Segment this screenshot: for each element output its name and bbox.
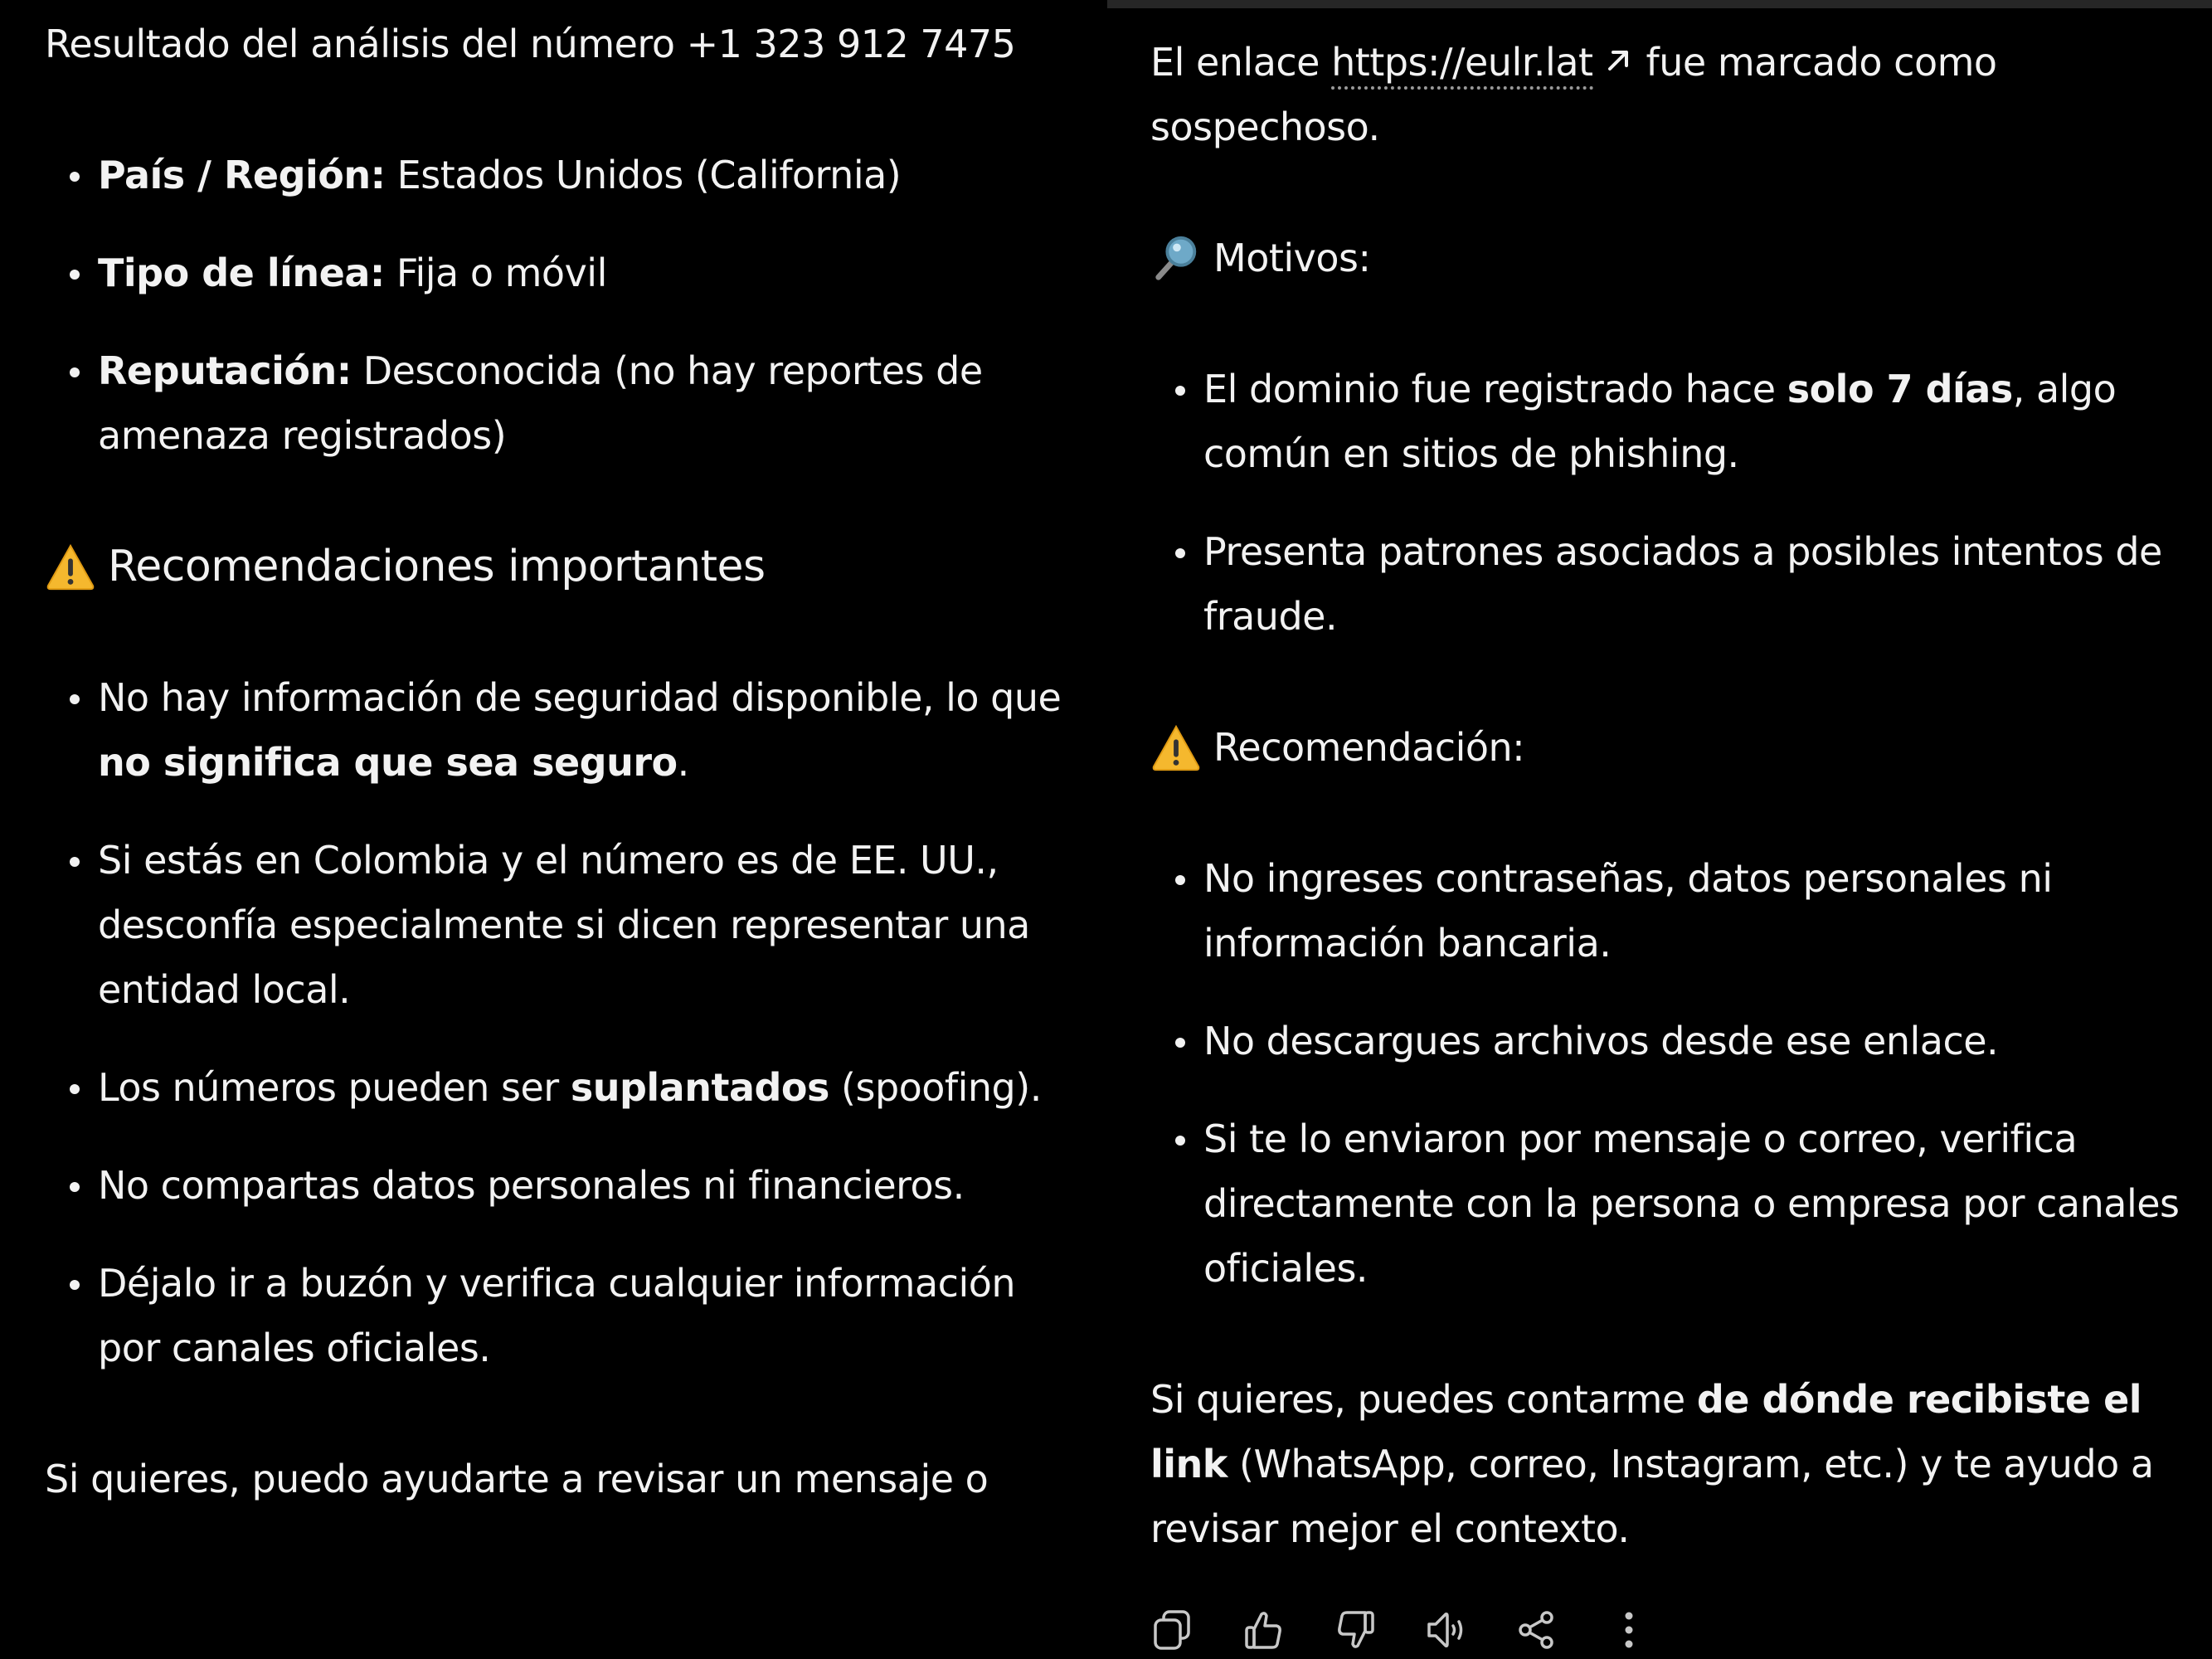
info-label: Tipo de línea: bbox=[98, 251, 385, 295]
list-item bbox=[1150, 1009, 2195, 1073]
closing-pre: Si quieres, puedes contarme bbox=[1150, 1377, 1697, 1422]
right-chat-panel bbox=[1107, 0, 2212, 1659]
top-bar bbox=[1107, 0, 2212, 8]
speaker-icon bbox=[1424, 1608, 1469, 1652]
bullet bbox=[1175, 548, 1185, 558]
recommendations-list bbox=[45, 665, 1082, 1380]
bullet bbox=[1175, 386, 1185, 396]
list-item bbox=[45, 143, 1082, 207]
warning-icon bbox=[1150, 722, 1202, 773]
number-info-list bbox=[45, 143, 1082, 468]
message-actions-bar bbox=[1150, 1605, 1698, 1655]
item-text: No ingreses contraseñas, datos personales ni información bancaria. bbox=[1203, 856, 2053, 966]
item-text: Déjalo ir a buzón y verifica cualquier información por canales oficiales. bbox=[98, 1261, 1016, 1370]
bullet bbox=[70, 1280, 80, 1290]
bullet bbox=[1175, 1038, 1185, 1048]
read-aloud-button[interactable] bbox=[1424, 1605, 1515, 1655]
item-text: (spoofing). bbox=[829, 1065, 1042, 1110]
list-item bbox=[45, 1153, 1082, 1218]
recommendation-list bbox=[1150, 846, 2195, 1301]
item-text: El dominio fue registrado hace bbox=[1203, 367, 1787, 411]
closing-text bbox=[1150, 1367, 2195, 1561]
more-vertical-icon bbox=[1607, 1608, 1651, 1652]
info-label: Reputación: bbox=[98, 348, 352, 393]
list-item bbox=[45, 828, 1082, 1022]
list-item bbox=[45, 665, 1082, 795]
bullet bbox=[70, 172, 80, 182]
bullet bbox=[1175, 1136, 1185, 1146]
closing-post: (WhatsApp, correo, Instagram, etc.) y te ayudo a revisar mejor el contexto. bbox=[1150, 1442, 2154, 1551]
reasons-heading bbox=[1150, 226, 2195, 290]
item-text: Si estás en Colombia y el número es de EE. UU., desconfía especialmente si dicen representar una entidad local. bbox=[98, 838, 1030, 1012]
list-item bbox=[1150, 519, 2195, 649]
warning-icon bbox=[45, 541, 96, 592]
item-bold: suplantados bbox=[570, 1065, 829, 1110]
link-verdict bbox=[1150, 30, 2195, 159]
bullet bbox=[70, 857, 80, 867]
suspicious-link[interactable]: https://eulr.lat bbox=[1331, 40, 1592, 90]
analysis-title: Resultado del análisis del número +1 323 912 7475 bbox=[45, 22, 1016, 66]
reasons-list bbox=[1150, 357, 2195, 649]
recommendation-heading bbox=[1150, 715, 2195, 780]
info-value: Desconocida (no hay reportes de amenaza registrados) bbox=[98, 348, 983, 458]
intro-text: El enlace bbox=[1150, 40, 1332, 85]
info-value: Fija o móvil bbox=[384, 251, 607, 295]
bullet bbox=[70, 1182, 80, 1192]
item-bold: solo 7 días bbox=[1787, 367, 2013, 411]
heading-text: Recomendaciones importantes bbox=[108, 542, 766, 591]
copy-icon bbox=[1150, 1608, 1195, 1652]
info-value: Estados Unidos (California) bbox=[385, 153, 902, 197]
list-item bbox=[1150, 1107, 2195, 1301]
item-bold: no significa que sea seguro bbox=[98, 740, 678, 785]
bullet bbox=[70, 270, 80, 280]
heading-text: Recomendación: bbox=[1213, 725, 1525, 770]
info-label: País / Región: bbox=[98, 153, 386, 197]
heading-text: Motivos: bbox=[1213, 236, 1371, 280]
external-link-icon[interactable] bbox=[1602, 44, 1635, 77]
closing-bold: de dónde recibiste el link bbox=[1150, 1377, 2142, 1486]
magnifying-glass-icon bbox=[1150, 232, 1202, 284]
list-item bbox=[1150, 846, 2195, 975]
item-text: Presenta patrones asociados a posibles intentos de fraude. bbox=[1203, 529, 2162, 639]
thumbs-down-button[interactable] bbox=[1333, 1605, 1424, 1655]
share-button[interactable] bbox=[1515, 1605, 1607, 1655]
item-text: Si te lo enviaron por mensaje o correo, verifica directamente con la persona o empresa por canales oficiales. bbox=[1203, 1117, 2180, 1291]
bullet bbox=[70, 367, 80, 377]
right-message bbox=[1150, 30, 2195, 1561]
item-text: Los números pueden ser bbox=[98, 1065, 571, 1110]
item-text: , algo común en sitios de phishing. bbox=[1203, 367, 2117, 476]
list-item bbox=[1150, 357, 2195, 486]
bullet bbox=[70, 694, 80, 704]
item-text: No descargues archivos desde ese enlace. bbox=[1203, 1019, 1999, 1063]
bullet bbox=[1175, 875, 1185, 885]
item-text: No compartas datos personales ni financieros. bbox=[98, 1163, 965, 1208]
list-item bbox=[45, 1055, 1082, 1120]
item-text: . bbox=[677, 740, 689, 785]
intro-text: fue marcado como sospechoso. bbox=[1150, 40, 1997, 149]
thumbs-up-button[interactable] bbox=[1242, 1605, 1333, 1655]
thumbs-up-icon bbox=[1242, 1608, 1286, 1652]
list-item bbox=[45, 1251, 1082, 1380]
item-text: No hay información de seguridad disponible, lo que bbox=[98, 675, 1062, 720]
bullet bbox=[70, 1084, 80, 1094]
list-item bbox=[45, 241, 1082, 305]
more-options-button[interactable] bbox=[1607, 1605, 1698, 1655]
recommendations-heading bbox=[45, 534, 1082, 599]
list-item bbox=[45, 338, 1082, 468]
copy-button[interactable] bbox=[1150, 1605, 1242, 1655]
share-icon bbox=[1515, 1608, 1560, 1652]
closing-text: Si quieres, puedo ayudarte a revisar un mensaje o bbox=[45, 1457, 989, 1501]
thumbs-down-icon bbox=[1333, 1608, 1378, 1652]
left-message bbox=[45, 12, 1082, 1511]
